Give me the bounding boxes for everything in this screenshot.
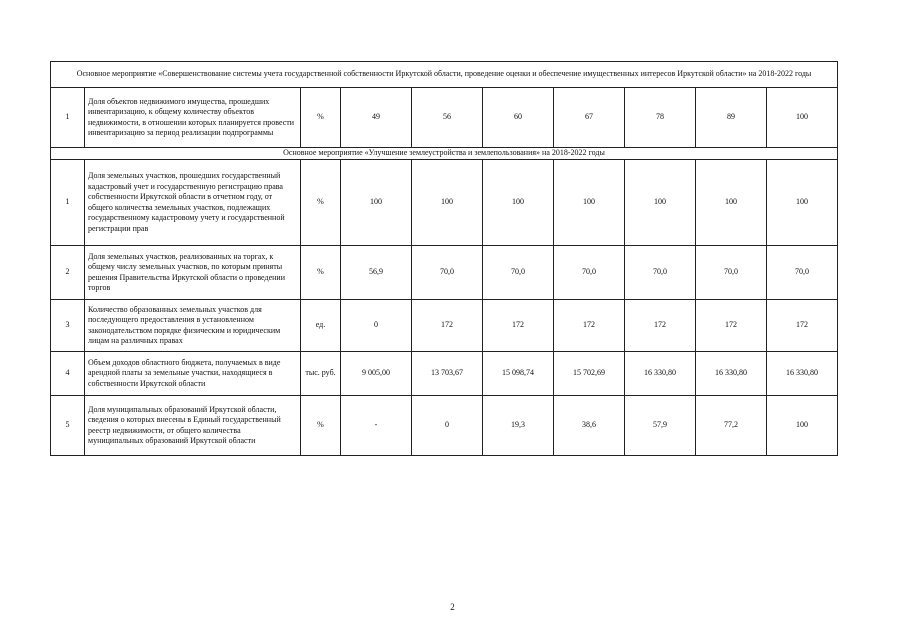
value-cell: 57,9 (625, 396, 696, 456)
value-cell: 172 (554, 300, 625, 352)
row-unit: % (301, 88, 341, 148)
value-cell: 172 (412, 300, 483, 352)
row-description: Доля земельных участков, реализованных на торгах, к общему числу земельных участков, по которым приняты решения Правительства Иркутской области о проведении торгов (85, 246, 301, 300)
value-cell: 100 (767, 88, 838, 148)
value-cell: 49 (341, 88, 412, 148)
indicators-table (50, 61, 838, 456)
value-cell: 78 (625, 88, 696, 148)
row-description: Объем доходов областного бюджета, получаемых в виде арендной платы за земельные участки, находящиеся в собственности Иркутской области (85, 352, 301, 396)
section-header-row (51, 148, 838, 160)
value-cell: 70,0 (554, 246, 625, 300)
value-cell: 0 (341, 300, 412, 352)
value-cell: 70,0 (412, 246, 483, 300)
row-description: Количество образованных земельных участков для последующего предоставления в установленном законодательством порядке физическим и юридическим лицам на различных правах (85, 300, 301, 352)
section-header-row (51, 62, 838, 88)
table-row (51, 246, 838, 300)
table-row (51, 352, 838, 396)
row-unit: % (301, 246, 341, 300)
row-number: 1 (51, 88, 85, 148)
value-cell: 172 (625, 300, 696, 352)
value-cell: 16 330,80 (696, 352, 767, 396)
row-unit: тыс. руб. (301, 352, 341, 396)
value-cell: 67 (554, 88, 625, 148)
row-number: 4 (51, 352, 85, 396)
table-row (51, 300, 838, 352)
value-cell: 100 (412, 160, 483, 246)
value-cell: 70,0 (696, 246, 767, 300)
value-cell: 100 (767, 396, 838, 456)
row-number: 3 (51, 300, 85, 352)
value-cell: 172 (696, 300, 767, 352)
value-cell: 100 (483, 160, 554, 246)
value-cell: 70,0 (767, 246, 838, 300)
value-cell: 13 703,67 (412, 352, 483, 396)
value-cell: - (341, 396, 412, 456)
value-cell: 56,9 (341, 246, 412, 300)
value-cell: 100 (554, 160, 625, 246)
value-cell: 56 (412, 88, 483, 148)
value-cell: 172 (767, 300, 838, 352)
value-cell: 19,3 (483, 396, 554, 456)
table-row (51, 396, 838, 456)
value-cell: 16 330,80 (767, 352, 838, 396)
value-cell: 100 (625, 160, 696, 246)
value-cell: 15 702,69 (554, 352, 625, 396)
table-row (51, 160, 838, 246)
table-row (51, 88, 838, 148)
row-description: Доля объектов недвижимого имущества, прошедших инвентаризацию, к общему количеству объектов недвижимости, в отношении которых планируется провести инвентаризацию за период реализации подпрограммы (85, 88, 301, 148)
section-title: Основное мероприятие «Совершенствование системы учета государственной собственности Иркутской области, проведение оценки и обеспечение имущественных интересов Иркутской области» на 2018-2022 годы (51, 62, 838, 88)
row-number: 2 (51, 246, 85, 300)
value-cell: 0 (412, 396, 483, 456)
value-cell: 172 (483, 300, 554, 352)
value-cell: 15 098,74 (483, 352, 554, 396)
row-unit: % (301, 160, 341, 246)
row-description: Доля земельных участков, прошедших государственный кадастровый учет и государственную регистрацию права собственности Иркутской области в отчетном году, от общего количества земельных участков, подлежащих государственному кадастровому учету и государственной регистрации прав (85, 160, 301, 246)
row-number: 1 (51, 160, 85, 246)
value-cell: 16 330,80 (625, 352, 696, 396)
section-title: Основное мероприятие «Улучшение землеустройства и землепользования» на 2018-2022 годы (51, 148, 838, 160)
row-description: Доля муниципальных образований Иркутской области, сведения о которых внесены в Единый государственный реестр недвижимости, от общего количества муниципальных образований Иркутской области (85, 396, 301, 456)
value-cell: 100 (696, 160, 767, 246)
row-unit: % (301, 396, 341, 456)
value-cell: 89 (696, 88, 767, 148)
value-cell: 9 005,00 (341, 352, 412, 396)
value-cell: 70,0 (483, 246, 554, 300)
row-number: 5 (51, 396, 85, 456)
row-unit: ед. (301, 300, 341, 352)
value-cell: 100 (767, 160, 838, 246)
value-cell: 100 (341, 160, 412, 246)
value-cell: 38,6 (554, 396, 625, 456)
page-number: 2 (450, 602, 455, 612)
value-cell: 70,0 (625, 246, 696, 300)
value-cell: 77,2 (696, 396, 767, 456)
value-cell: 60 (483, 88, 554, 148)
